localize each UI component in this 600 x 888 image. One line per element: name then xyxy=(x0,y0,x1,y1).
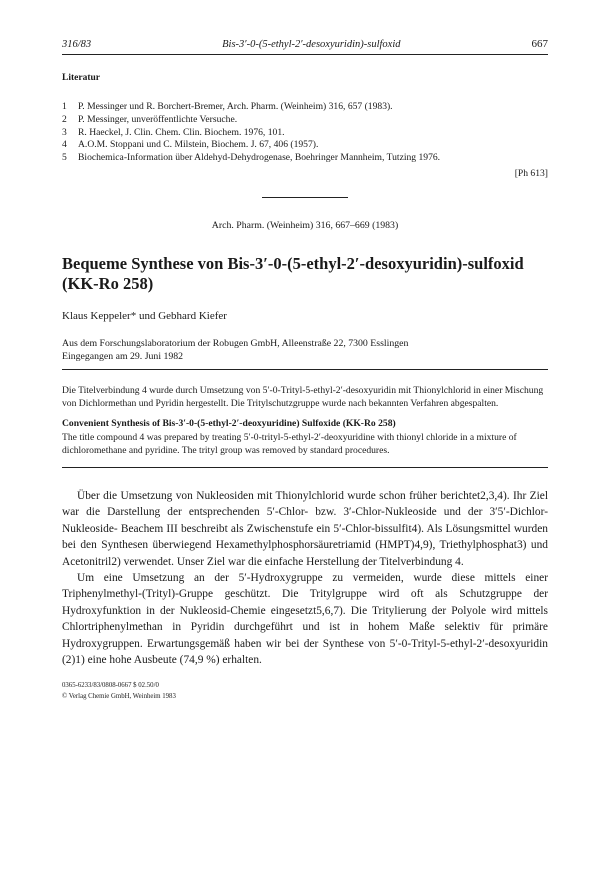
paragraph: Um eine Umsetzung an der 5′-Hydroxygruppe zu vermeiden, wurde diese mittels einer Triphenylmethyl-(Trityl)-Gruppe geschützt. Die Tritylgruppe wird oft als Schutzgruppe der Hydroxyfunktion in der Nukleosid-Chemie eingesetzt5,6,7). Die Tritylierung der Polyole wird mittels Chlortriphenylmethan in Pyridin durchgeführt und ist in hohem Maße selektiv für primäre Hydroxygruppen. Erwartungsgemäß haben wir bei der Synthese von 5′-0-Trityl-5-ethyl-2′-desoxyuridin (2)1) eine hohe Ausbeute (74,9 %) erhalten. xyxy=(62,572,548,667)
reference-item: 4 A.O.M. Stoppani und C. Milstein, Biochem. J. 67, 406 (1957). xyxy=(62,139,319,151)
copyright: © Verlag Chemie GmbH, Weinheim 1983 xyxy=(62,693,176,701)
authors: Klaus Keppeler* und Gebhard Kiefer xyxy=(62,309,227,322)
rule-bottom xyxy=(62,467,548,468)
affiliation: Aus dem Forschungslaboratorium der Robugen GmbH, Alleenstraße 22, 7300 Esslingen Eingegangen am 29. Juni 1982 xyxy=(62,337,409,362)
literature-heading: Literatur xyxy=(62,73,100,83)
reference-item: 3 R. Haeckel, J. Clin. Chem. Clin. Biochem. 1976, 101. xyxy=(62,126,285,138)
rule-top xyxy=(62,369,548,370)
reference-list xyxy=(62,101,548,165)
reference-item: 2 P. Messinger, unveröffentlichte Versuche. xyxy=(62,113,238,125)
running-title: Bis-3′-0-(5-ethyl-2′-desoxyuridin)-sulfoxid xyxy=(222,39,401,50)
article-title: Bequeme Synthese von Bis-3′-0-(5-ethyl-2′-desoxyuridin)-sulfoxid (KK-Ro 258) xyxy=(62,253,524,293)
reference-item: 5 Biochemica-Information über Aldehyd-Dehydrogenase, Boehringer Mannheim, Tutzing 1976. xyxy=(62,152,441,164)
running-header xyxy=(62,38,548,55)
abstract-german: Die Titelverbindung 4 wurde durch Umsetzung von 5′-0-Trityl-5-ethyl-2′-desoxyuridin mit Thionylchlorid in einer Mischung von Dichlormethan und Pyridin hergestellt. Die Tritylschutzgruppe wurde nach bekannten Verfahren abgespalten. xyxy=(62,384,544,409)
paragraph: Über die Umsetzung von Nukleosiden mit Thionylchlorid wurde schon früher berichtet2,3,4). Ihr Ziel war die Darstellung der entsprechenden 5′-Chlor- bzw. 3′-Chlor-Nukleoside und der 3′5′-Dichlor-Nukleoside- Beachem III beschreibt als Zwischenstufe ein 5′-Chlor-bissulfit4). Als Lösungsmittel wurden bei den Synthesen überwiegend Hexamethylphosphorsäuretriamid (HMPT)4,9), Triethylphosphat3) und Acetonitril2) verwendet. Unser Ziel war die einfache Herstellung der Titelverbindung 4. xyxy=(62,489,548,568)
reference-item: 1 P. Messinger und R. Borchert-Bremer, Arch. Pharm. (Weinheim) 316, 657 (1983). xyxy=(62,101,393,112)
volume-issue: 316/83 xyxy=(62,39,92,50)
body-text xyxy=(62,488,548,668)
footer xyxy=(62,680,548,702)
page xyxy=(62,38,548,702)
article-code: 0365-6233/83/0808-0667 $ 02.50/0 xyxy=(62,682,159,690)
manuscript-code: [Ph 613] xyxy=(514,167,548,179)
english-title: Convenient Synthesis of Bis-3′-0-(5-ethyl-2′-deoxyuridine) Sulfoxide (KK-Ro 258) xyxy=(62,417,396,429)
abstract-english: The title compound 4 was prepared by treating 5′-0-trityl-5-ethyl-2′-deoxyuridine with thionyl chloride in a mixture of dichloromethane and pyridine. The trityl group was removed by standard procedures. xyxy=(62,431,517,456)
page-number: 667 xyxy=(531,38,548,50)
journal-citation: Arch. Pharm. (Weinheim) 316, 667–669 (1983) xyxy=(211,219,399,231)
article-separator xyxy=(262,197,348,198)
